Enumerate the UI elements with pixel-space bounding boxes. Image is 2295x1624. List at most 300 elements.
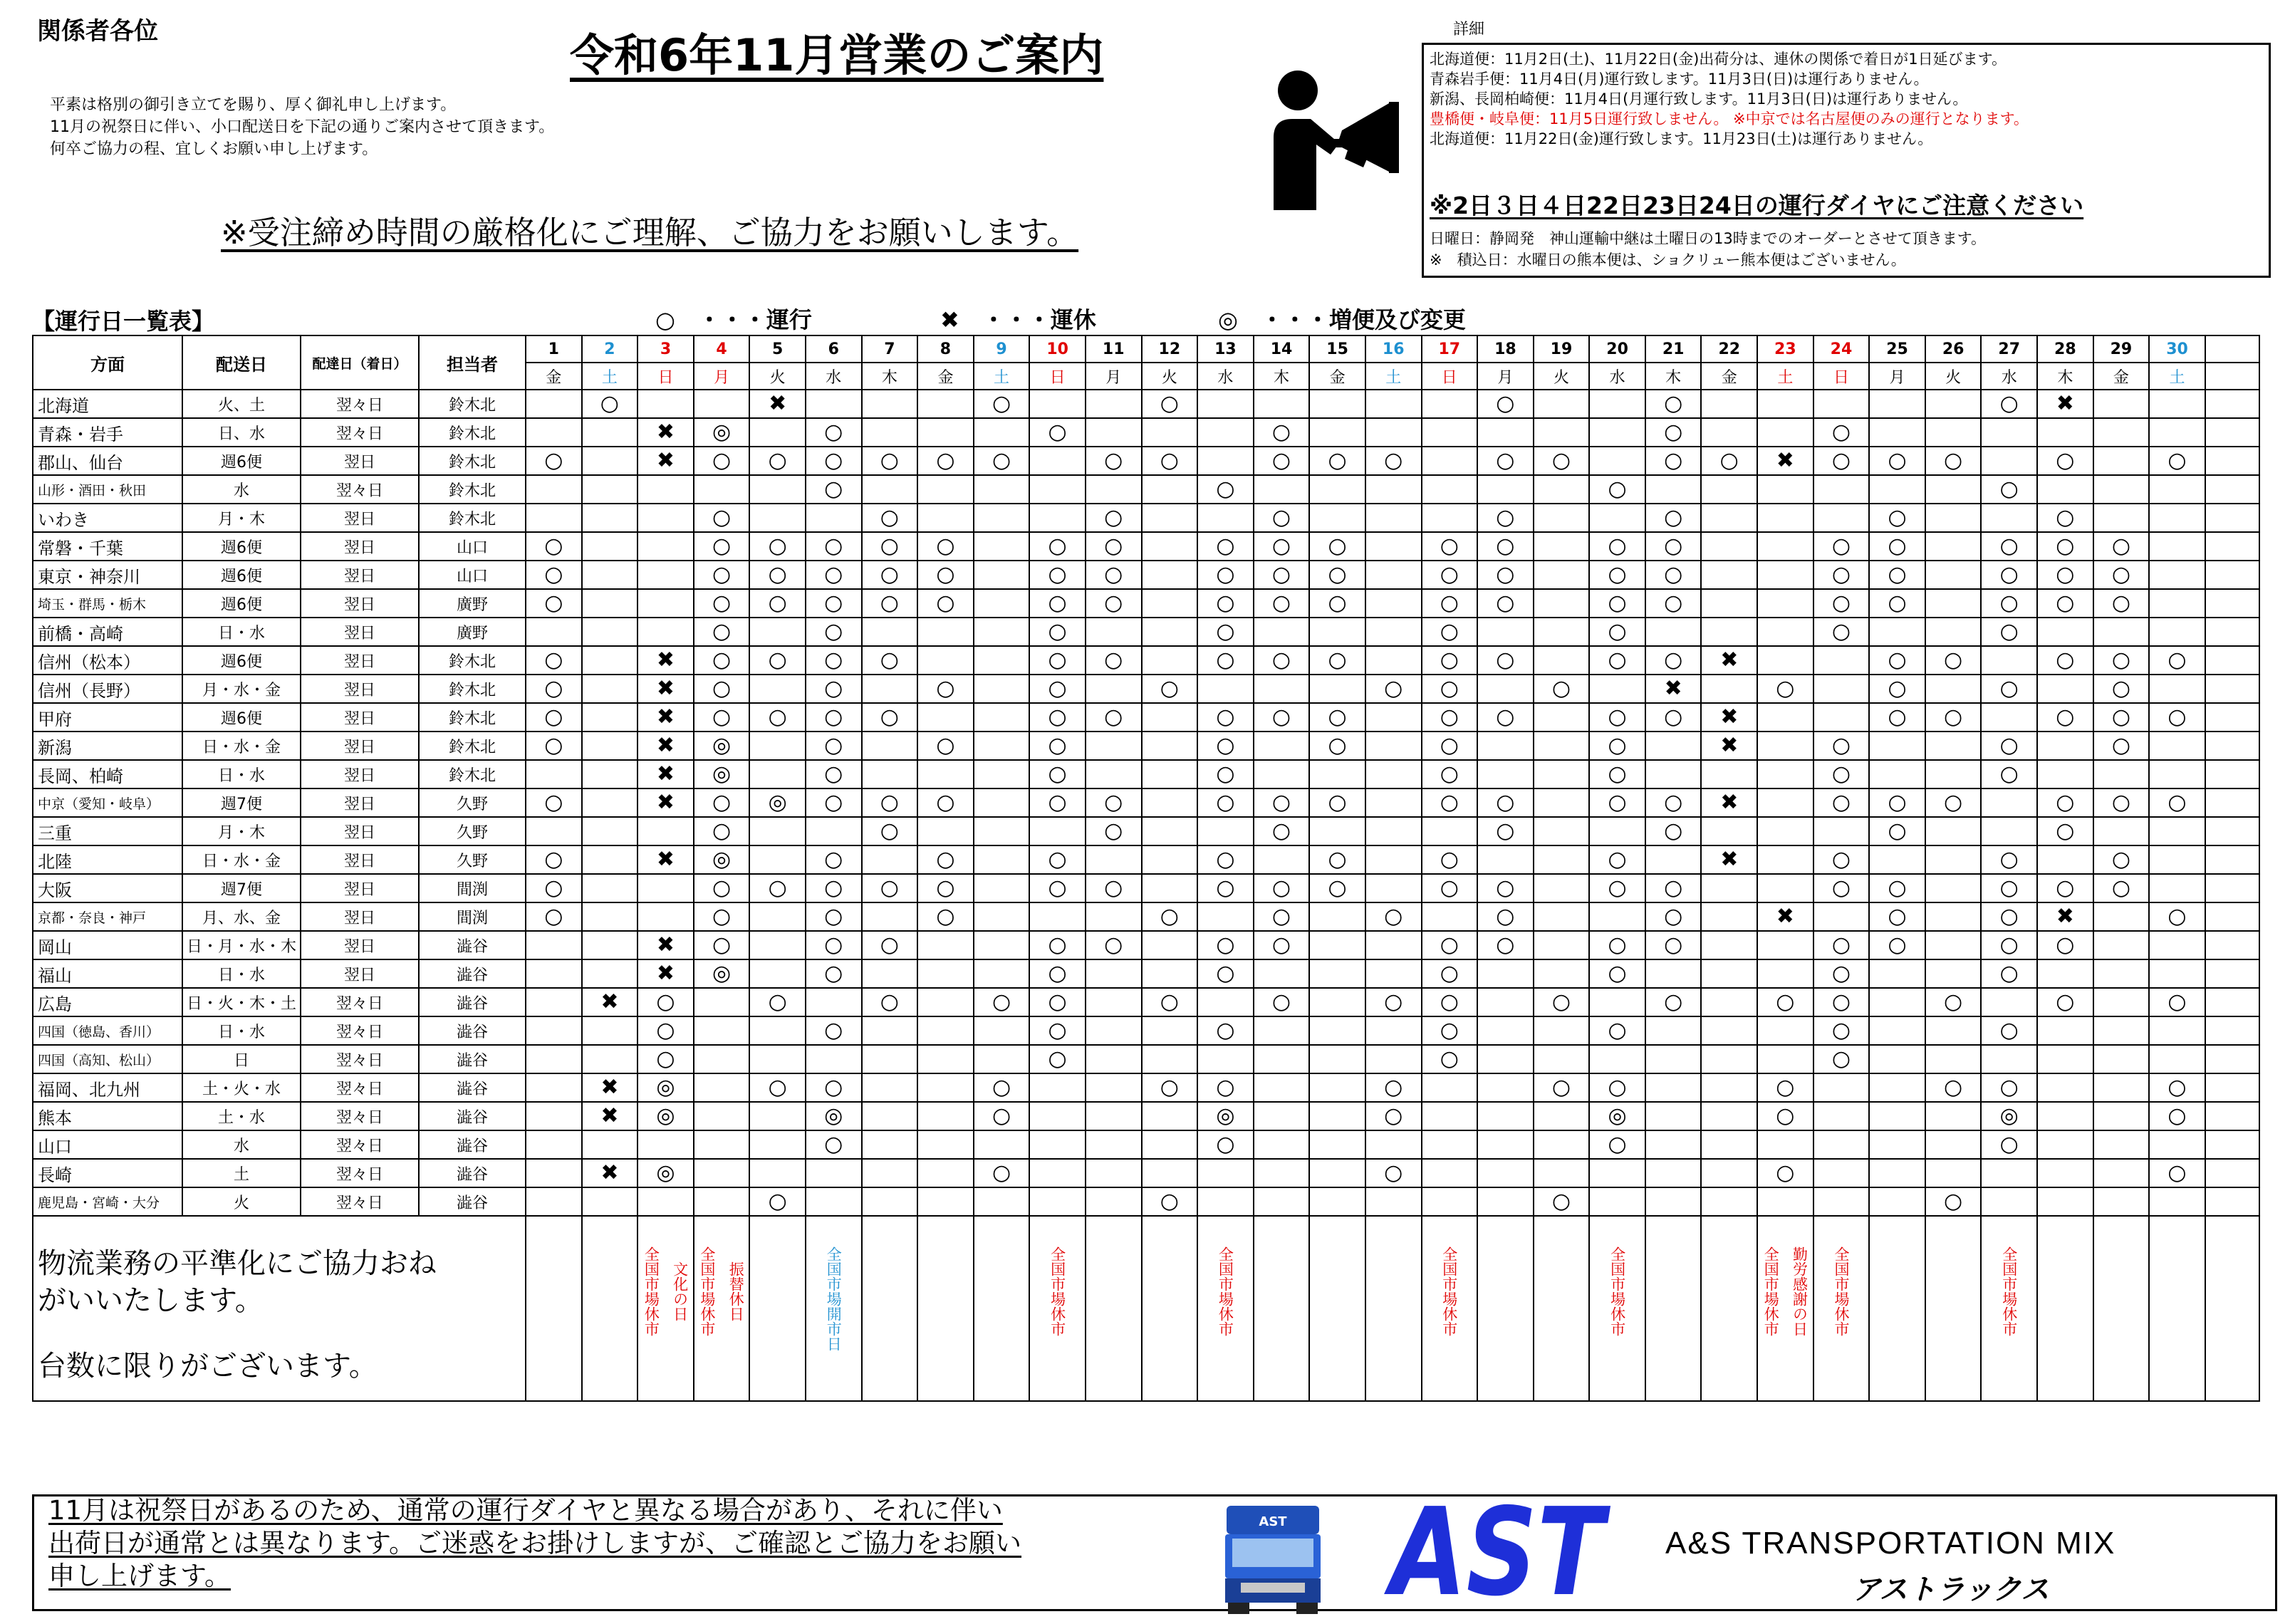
schedule-cell xyxy=(862,1187,918,1216)
run-mark: ○ xyxy=(1981,561,2037,589)
run-mark: ○ xyxy=(1422,703,1478,732)
day-number: 10 xyxy=(1029,335,1086,363)
schedule-cell xyxy=(1869,1102,1925,1130)
day-number: 22 xyxy=(1701,335,1757,363)
staff-name: 澁谷 xyxy=(419,959,526,988)
holiday-note: 文化の日 xyxy=(671,1261,689,1321)
empty-cell xyxy=(2205,732,2259,760)
schedule-cell xyxy=(1925,959,1982,988)
schedule-cell xyxy=(1813,390,1870,418)
schedule-cell xyxy=(1813,1187,1870,1216)
schedule-cell xyxy=(1869,475,1925,504)
schedule-cell xyxy=(1142,874,1198,902)
run-mark: ○ xyxy=(806,902,862,931)
empty-cell xyxy=(2205,675,2259,703)
run-mark: ○ xyxy=(862,788,918,817)
run-mark: ○ xyxy=(1981,760,2037,788)
schedule-cell xyxy=(2037,1187,2093,1216)
run-mark: ○ xyxy=(862,447,918,475)
day-number: 24 xyxy=(1813,335,1870,363)
schedule-cell xyxy=(1365,1130,1422,1159)
run-mark: ○ xyxy=(1477,931,1534,959)
schedule-cell xyxy=(1142,732,1198,760)
holiday-note: 全国市場休市 xyxy=(1440,1246,1458,1336)
day-note xyxy=(1758,1217,1813,1336)
schedule-cell xyxy=(2093,959,2150,988)
run-mark: ○ xyxy=(1029,1045,1086,1073)
table-row xyxy=(33,475,2259,504)
run-mark: ○ xyxy=(1869,703,1925,732)
schedule-cell xyxy=(974,504,1030,532)
empty-cell xyxy=(2205,959,2259,988)
schedule-cell xyxy=(1813,703,1870,732)
schedule-cell xyxy=(526,1073,582,1102)
schedule-cell xyxy=(694,1045,750,1073)
schedule-cell xyxy=(1589,902,1645,931)
staff-name: 鈴木北 xyxy=(419,390,526,418)
run-mark: ○ xyxy=(1365,447,1422,475)
day-note-cell xyxy=(1981,1216,2037,1401)
route-name: 埼玉・群馬・栃木 xyxy=(33,589,182,618)
schedule-cell xyxy=(2037,1016,2093,1045)
notes-text xyxy=(33,1216,526,1401)
schedule-cell xyxy=(1422,418,1478,447)
run-mark: ○ xyxy=(1477,390,1534,418)
run-mark: ○ xyxy=(1086,874,1142,902)
schedule-cell xyxy=(2093,988,2150,1016)
run-mark: ○ xyxy=(1869,504,1925,532)
ship-days: 週6便 xyxy=(182,532,301,561)
schedule-cell xyxy=(1254,1159,1310,1187)
schedule-cell xyxy=(1086,1045,1142,1073)
schedule-cell xyxy=(1309,931,1365,959)
run-mark: ○ xyxy=(1197,618,1254,646)
schedule-cell xyxy=(862,1130,918,1159)
schedule-cell xyxy=(1701,1045,1757,1073)
arrival-day: 翌日 xyxy=(301,703,419,732)
schedule-cell xyxy=(1981,988,2037,1016)
schedule-cell xyxy=(1365,788,1422,817)
run-mark: ○ xyxy=(582,390,638,418)
schedule-cell xyxy=(638,390,694,418)
schedule-cell xyxy=(1701,532,1757,561)
empty-cell xyxy=(2205,618,2259,646)
route-name: 岡山 xyxy=(33,931,182,959)
run-mark: ○ xyxy=(1254,532,1310,561)
run-mark: ○ xyxy=(1981,931,2037,959)
schedule-cell xyxy=(1142,561,1198,589)
schedule-cell xyxy=(1309,1187,1365,1216)
day-number: 13 xyxy=(1197,335,1254,363)
schedule-cell xyxy=(1142,475,1198,504)
schedule-cell xyxy=(2037,1130,2093,1159)
schedule-cell xyxy=(582,1130,638,1159)
schedule-cell xyxy=(526,1102,582,1130)
run-mark: ○ xyxy=(1422,959,1478,988)
route-name: いわき xyxy=(33,504,182,532)
schedule-cell xyxy=(1869,760,1925,788)
details-label: 詳細 xyxy=(1453,21,1485,38)
header-row-days xyxy=(33,335,2259,363)
schedule-cell xyxy=(582,618,638,646)
schedule-cell xyxy=(1254,1045,1310,1073)
route-name: 新潟 xyxy=(33,732,182,760)
schedule-cell xyxy=(2093,760,2150,788)
details-line: 豊橋便・岐阜便：11月5日運行致しません。 ※中京では名古屋便のみの運行となります。 xyxy=(1430,110,2029,127)
run-mark: ○ xyxy=(1197,760,1254,788)
schedule-cell xyxy=(1701,1159,1757,1187)
schedule-cell xyxy=(638,1187,694,1216)
day-note xyxy=(1422,1217,1477,1336)
run-mark: ○ xyxy=(806,760,862,788)
schedule-cell xyxy=(862,390,918,418)
run-mark: ○ xyxy=(1422,988,1478,1016)
off-mark: ✖ xyxy=(1701,703,1757,732)
route-name: 長崎 xyxy=(33,1159,182,1187)
arrival-day: 翌々日 xyxy=(301,1045,419,1073)
schedule-cell xyxy=(1197,504,1254,532)
day-note xyxy=(1030,1217,1085,1336)
schedule-cell xyxy=(1029,1159,1086,1187)
run-mark: ○ xyxy=(1197,1016,1254,1045)
day-note xyxy=(1982,1217,2036,1336)
schedule-cell xyxy=(1029,817,1086,845)
schedule-cell xyxy=(1197,1187,1254,1216)
schedule-cell xyxy=(917,703,974,732)
ship-days: 水 xyxy=(182,1130,301,1159)
schedule-cell xyxy=(1142,418,1198,447)
table-row xyxy=(33,447,2259,475)
schedule-cell xyxy=(526,418,582,447)
holiday-note: 全国市場休市 xyxy=(1762,1246,1780,1336)
schedule-cell xyxy=(1757,959,1813,988)
ship-days: 週6便 xyxy=(182,703,301,732)
run-mark: ○ xyxy=(1309,703,1365,732)
off-mark: ✖ xyxy=(582,988,638,1016)
run-mark: ○ xyxy=(1422,732,1478,760)
schedule-cell xyxy=(1534,618,1590,646)
schedule-cell xyxy=(1309,817,1365,845)
run-mark: ○ xyxy=(862,532,918,561)
holiday-note: 全国市場休市 xyxy=(1832,1246,1850,1336)
schedule-cell xyxy=(638,618,694,646)
schedule-cell xyxy=(1254,760,1310,788)
run-mark: ○ xyxy=(1422,532,1478,561)
run-mark: ○ xyxy=(1645,817,1702,845)
weekday: 金 xyxy=(917,363,974,390)
schedule-cell xyxy=(2037,760,2093,788)
schedule-cell xyxy=(1197,418,1254,447)
schedule-cell xyxy=(1925,618,1982,646)
off-mark: ✖ xyxy=(749,390,806,418)
schedule-cell xyxy=(1645,1159,1702,1187)
day-note-cell xyxy=(1701,1216,1757,1401)
schedule-cell xyxy=(694,475,750,504)
schedule-cell xyxy=(974,1187,1030,1216)
run-mark: ○ xyxy=(526,646,582,675)
arrival-day: 翌日 xyxy=(301,646,419,675)
run-mark: ○ xyxy=(1589,931,1645,959)
route-name: 福山 xyxy=(33,959,182,988)
schedule-cell xyxy=(1701,1130,1757,1159)
holiday-note: 全国市場休市 xyxy=(2000,1246,2018,1336)
day-number: 20 xyxy=(1589,335,1645,363)
schedule-cell xyxy=(1086,618,1142,646)
run-mark: ○ xyxy=(1422,874,1478,902)
schedule-cell xyxy=(917,475,974,504)
day-note-cell xyxy=(1365,1216,1422,1401)
schedule-cell xyxy=(1534,418,1590,447)
schedule-cell xyxy=(1757,732,1813,760)
schedule-cell xyxy=(749,732,806,760)
off-mark: ✖ xyxy=(638,732,694,760)
schedule-cell xyxy=(1365,874,1422,902)
schedule-cell xyxy=(862,732,918,760)
run-mark: ○ xyxy=(1029,732,1086,760)
run-mark: ○ xyxy=(2037,646,2093,675)
schedule-cell xyxy=(526,817,582,845)
run-mark: ○ xyxy=(1086,561,1142,589)
run-mark: ○ xyxy=(1197,788,1254,817)
empty-cell xyxy=(2205,418,2259,447)
schedule-cell xyxy=(582,703,638,732)
schedule-cell xyxy=(1925,1159,1982,1187)
extra-mark: ◎ xyxy=(694,845,750,874)
schedule-cell xyxy=(974,475,1030,504)
day-note-cell xyxy=(1869,1216,1925,1401)
schedule-cell xyxy=(1757,931,1813,959)
schedule-cell xyxy=(1142,845,1198,874)
schedule-cell xyxy=(638,475,694,504)
weekday: 木 xyxy=(1254,363,1310,390)
extra-mark: ◎ xyxy=(694,418,750,447)
schedule-cell xyxy=(582,646,638,675)
run-mark: ○ xyxy=(2149,988,2205,1016)
schedule-cell xyxy=(2037,618,2093,646)
schedule-cell xyxy=(1365,931,1422,959)
run-mark: ○ xyxy=(1422,931,1478,959)
holiday-note: 全国市場休市 xyxy=(1048,1246,1066,1336)
schedule-cell xyxy=(1422,447,1478,475)
run-mark: ○ xyxy=(1029,418,1086,447)
schedule-cell xyxy=(1477,1045,1534,1073)
arrival-day: 翌々日 xyxy=(301,1073,419,1102)
run-mark: ○ xyxy=(694,561,750,589)
day-note-cell xyxy=(1309,1216,1365,1401)
empty-cell xyxy=(2205,1045,2259,1073)
schedule-cell xyxy=(1869,418,1925,447)
schedule-cell xyxy=(582,874,638,902)
run-mark: ○ xyxy=(2037,817,2093,845)
schedule-cell xyxy=(1086,902,1142,931)
staff-name: 久野 xyxy=(419,788,526,817)
holiday-note: 全国市場休市 xyxy=(698,1246,716,1336)
run-mark: ○ xyxy=(1422,760,1478,788)
schedule-cell xyxy=(1365,646,1422,675)
schedule-cell xyxy=(862,1016,918,1045)
arrival-day: 翌日 xyxy=(301,874,419,902)
run-mark: ○ xyxy=(1869,788,1925,817)
weekday: 火 xyxy=(749,363,806,390)
schedule-cell xyxy=(1925,1045,1982,1073)
empty-cell xyxy=(2205,902,2259,931)
logo-text: AST xyxy=(1383,1482,1611,1623)
schedule-cell xyxy=(1365,390,1422,418)
staff-name: 澁谷 xyxy=(419,1187,526,1216)
route-name: 甲府 xyxy=(33,703,182,732)
run-mark: ○ xyxy=(1365,675,1422,703)
run-mark: ○ xyxy=(1086,589,1142,618)
run-mark: ○ xyxy=(1925,988,1982,1016)
schedule-cell xyxy=(1365,760,1422,788)
ship-days: 土 xyxy=(182,1159,301,1187)
schedule-cell xyxy=(917,504,974,532)
schedule-cell xyxy=(1197,902,1254,931)
schedule-cell xyxy=(1813,646,1870,675)
staff-name: 鈴木北 xyxy=(419,447,526,475)
schedule-cell xyxy=(1309,418,1365,447)
empty-cell xyxy=(2205,874,2259,902)
schedule-cell xyxy=(1477,988,1534,1016)
weekday: 土 xyxy=(582,363,638,390)
run-mark: ○ xyxy=(1254,931,1310,959)
schedule-cell xyxy=(1422,390,1478,418)
run-mark: ○ xyxy=(1254,561,1310,589)
schedule-cell xyxy=(1757,475,1813,504)
run-mark: ○ xyxy=(1645,418,1702,447)
schedule-cell xyxy=(1309,675,1365,703)
schedule-cell xyxy=(1534,931,1590,959)
schedule-cell xyxy=(862,618,918,646)
arrival-day: 翌々日 xyxy=(301,1102,419,1130)
schedule-cell xyxy=(1142,646,1198,675)
run-mark: ○ xyxy=(1534,1073,1590,1102)
run-mark: ○ xyxy=(2037,931,2093,959)
run-mark: ○ xyxy=(694,874,750,902)
schedule-cell xyxy=(1086,988,1142,1016)
day-note-cell xyxy=(1645,1216,1702,1401)
run-mark: ○ xyxy=(1645,589,1702,618)
extra-mark: ◎ xyxy=(638,1102,694,1130)
schedule-cell xyxy=(974,845,1030,874)
schedule-cell xyxy=(749,1016,806,1045)
weekday: 水 xyxy=(1197,363,1254,390)
schedule-cell xyxy=(2149,874,2205,902)
run-mark: ○ xyxy=(694,589,750,618)
run-mark: ○ xyxy=(2037,532,2093,561)
run-mark: ○ xyxy=(1029,589,1086,618)
schedule-cell xyxy=(1086,1130,1142,1159)
schedule-cell xyxy=(1365,1187,1422,1216)
empty-cell xyxy=(2205,817,2259,845)
intro-line: 11月の祝祭日に伴い、小口配送日を下記の通りご案内させて頂きます。 xyxy=(50,118,555,136)
schedule-cell xyxy=(1645,760,1702,788)
ship-days: 土・水 xyxy=(182,1102,301,1130)
schedule-cell xyxy=(1701,390,1757,418)
schedule-cell xyxy=(1086,845,1142,874)
table-row xyxy=(33,390,2259,418)
staff-name: 山口 xyxy=(419,561,526,589)
staff-name: 澁谷 xyxy=(419,1016,526,1045)
run-mark: ○ xyxy=(1813,418,1870,447)
run-mark: ○ xyxy=(862,874,918,902)
arrival-day: 翌日 xyxy=(301,675,419,703)
schedule-cell xyxy=(1197,1159,1254,1187)
day-number: 4 xyxy=(694,335,750,363)
run-mark: ○ xyxy=(1534,1187,1590,1216)
schedule-cell xyxy=(1254,675,1310,703)
schedule-cell xyxy=(1309,390,1365,418)
run-mark: ○ xyxy=(526,447,582,475)
weekday: 月 xyxy=(1869,363,1925,390)
schedule-cell xyxy=(1534,532,1590,561)
day-number: 29 xyxy=(2093,335,2150,363)
day-note-cell xyxy=(1534,1216,1590,1401)
off-mark: ✖ xyxy=(582,1159,638,1187)
day-number: 19 xyxy=(1534,335,1590,363)
weekday: 月 xyxy=(1086,363,1142,390)
schedule-cell xyxy=(694,988,750,1016)
weekday: 日 xyxy=(1029,363,1086,390)
schedule-cell xyxy=(1086,418,1142,447)
weekday: 金 xyxy=(526,363,582,390)
schedule-cell xyxy=(2149,732,2205,760)
schedule-cell xyxy=(917,959,974,988)
day-number: 14 xyxy=(1254,335,1310,363)
run-mark: ○ xyxy=(862,988,918,1016)
run-mark: ○ xyxy=(1477,817,1534,845)
run-mark: ○ xyxy=(1309,845,1365,874)
schedule-cell xyxy=(1142,532,1198,561)
arrival-day: 翌日 xyxy=(301,817,419,845)
schedule-cell xyxy=(749,1159,806,1187)
schedule-cell xyxy=(1029,504,1086,532)
empty-cell xyxy=(2205,532,2259,561)
schedule-cell xyxy=(806,988,862,1016)
off-mark: ✖ xyxy=(638,845,694,874)
legend-run: ○ ・・・運行 xyxy=(655,306,812,333)
run-mark: ○ xyxy=(1589,788,1645,817)
schedule-cell xyxy=(1365,618,1422,646)
run-mark: ○ xyxy=(2093,845,2150,874)
run-mark: ○ xyxy=(917,732,974,760)
schedule-cell xyxy=(582,675,638,703)
schedule-cell xyxy=(974,532,1030,561)
day-note-cell xyxy=(1086,1216,1142,1401)
schedule-cell xyxy=(1701,1102,1757,1130)
run-mark: ○ xyxy=(1925,1187,1982,1216)
day-number: 18 xyxy=(1477,335,1534,363)
schedule-cell xyxy=(749,675,806,703)
arrival-day: 翌日 xyxy=(301,902,419,931)
schedule-cell xyxy=(2037,1102,2093,1130)
empty-cell xyxy=(2205,390,2259,418)
run-mark: ○ xyxy=(862,931,918,959)
ship-days: 週6便 xyxy=(182,589,301,618)
weekday: 土 xyxy=(2149,363,2205,390)
run-mark: ○ xyxy=(974,1102,1030,1130)
schedule-cell xyxy=(1086,1187,1142,1216)
schedule-cell xyxy=(1701,675,1757,703)
run-mark: ○ xyxy=(1981,390,2037,418)
schedule-cell xyxy=(1029,902,1086,931)
schedule-cell xyxy=(1477,1187,1534,1216)
schedule-cell xyxy=(1981,1187,2037,1216)
staff-name: 鈴木北 xyxy=(419,475,526,504)
schedule-cell xyxy=(1142,1102,1198,1130)
schedule-cell xyxy=(582,902,638,931)
schedule-cell xyxy=(1254,845,1310,874)
